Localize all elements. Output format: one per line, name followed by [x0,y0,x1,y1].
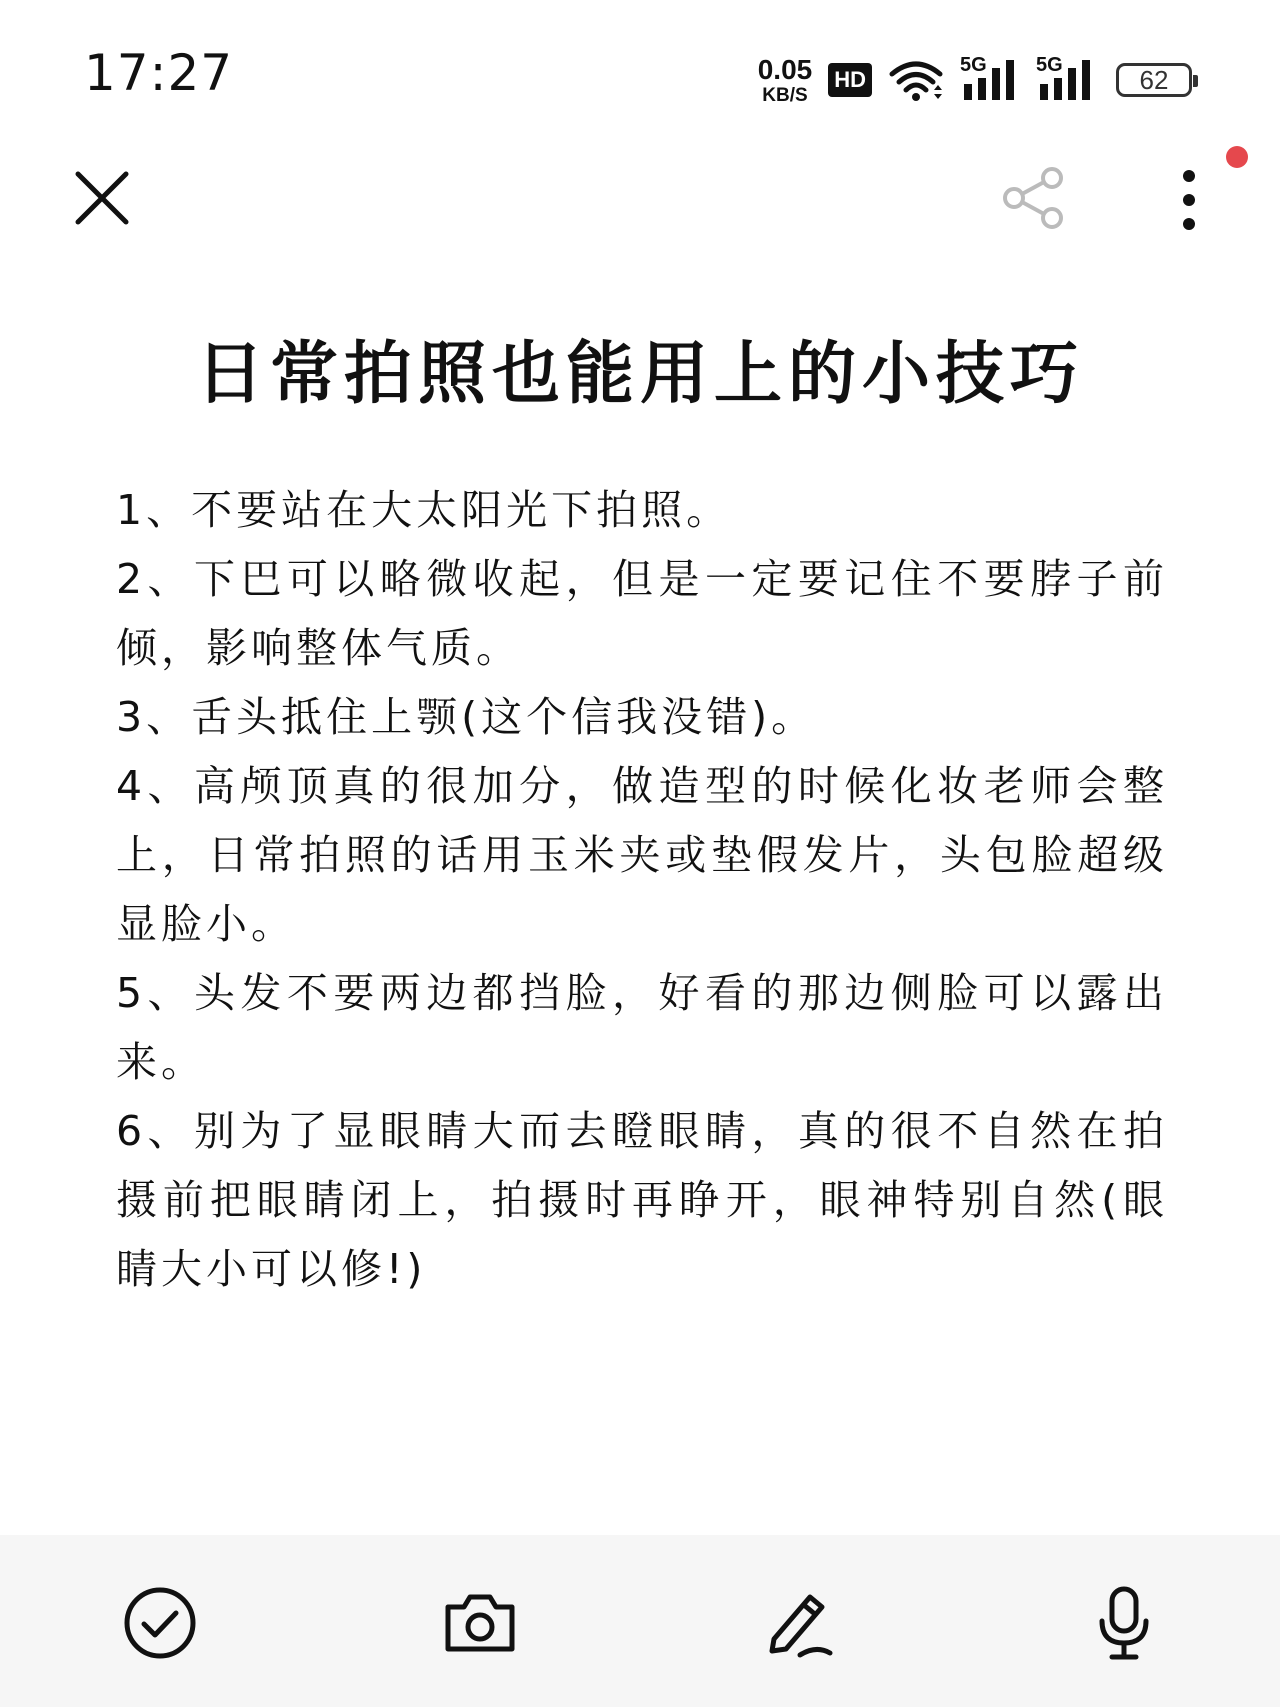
checklist-button[interactable] [120,1583,200,1663]
voice-input-button[interactable] [1084,1583,1164,1663]
list-item: 6、别为了显眼睛大而去瞪眼睛，真的很不自然在拍摄前把眼睛闭上，拍摄时再睁开，眼神特别自然(眼睛大小可以修!) [116,1107,1168,1293]
status-indicators [758,50,1192,110]
battery-level: 62 [1139,64,1169,95]
more-vertical-icon [1166,164,1212,236]
checklist-icon [120,1583,200,1663]
close-button[interactable] [72,168,132,228]
cell-signal-1-label: 5G [960,54,987,76]
share-icon [1000,164,1068,232]
list-item: 2、下巴可以略微收起，但是一定要记住不要脖子前倾，影响整体气质。 [116,555,1168,672]
list-item: 4、高颅顶真的很加分，做造型的时候化妆老师会整上，日常拍照的话用玉米夹或垫假发片，头包脸超级显脸小。 [116,762,1168,948]
pen-icon [760,1583,840,1663]
note-title: 日常拍照也能用上的小技巧 [195,335,1084,414]
cell-signal-2-label: 5G [1036,54,1063,76]
list-item: 1、不要站在大太阳光下拍照。 [116,486,732,534]
list-item: 5、头发不要两边都挡脸，好看的那边侧脸可以露出来。 [116,969,1168,1086]
camera-icon [440,1583,520,1663]
pen-button[interactable] [760,1583,840,1663]
cell-signal-2 [1036,54,1096,102]
status-bar [0,0,1280,150]
battery-icon [1116,63,1192,97]
note-body [116,476,1168,1304]
top-toolbar [0,150,1280,270]
network-speed-value: 0.05 [757,53,813,85]
close-icon [72,168,132,228]
share-button[interactable] [1000,164,1068,232]
notification-dot [1226,146,1248,168]
signal-bars-icon [960,58,1020,102]
list-item: 3、舌头抵住上颚(这个信我没错)。 [116,693,817,741]
network-speed [757,53,813,106]
microphone-icon [1084,1583,1164,1663]
hd-voice-icon: HD [828,63,872,97]
wifi-icon [888,58,944,102]
bottom-toolbar [0,1535,1280,1707]
signal-bars-icon [1036,58,1096,102]
status-time: 17:27 [84,44,234,102]
network-speed-unit: KB/S [762,84,808,106]
cell-signal-1 [960,54,1020,102]
more-options-button[interactable] [1166,164,1212,236]
camera-button[interactable] [440,1583,520,1663]
